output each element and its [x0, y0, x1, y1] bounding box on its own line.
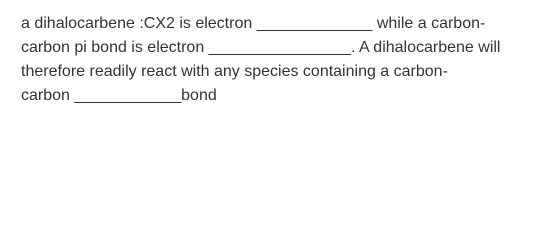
question-line-4: carbon ____________bond [21, 87, 217, 104]
question-line-3: therefore readily react with any species containing a carbon- [21, 63, 448, 80]
question-text [21, 12, 551, 108]
question-line-2: carbon pi bond is electron ________________. A dihalocarbene will [21, 39, 501, 56]
question-line-1: a dihalocarbene :CX2 is electron _____________ while a carbon- [21, 15, 486, 32]
